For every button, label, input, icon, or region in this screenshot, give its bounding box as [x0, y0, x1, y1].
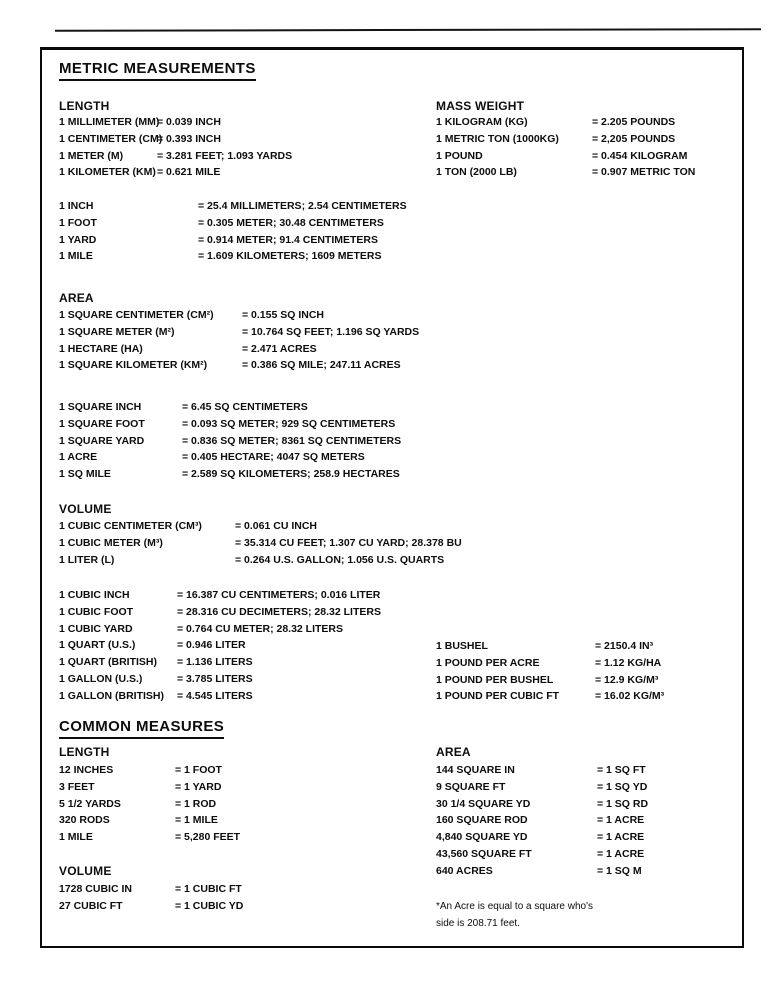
measure-value: = 2.589 SQ KILOMETERS; 258.9 HECTARES — [182, 468, 400, 481]
measure-value: = 0.061 CU INCH — [235, 520, 317, 532]
measure-label: 1 GALLON (U.S.) — [59, 672, 143, 685]
measure-value: = 16.02 KG/M³ — [595, 690, 665, 703]
measure-row — [436, 762, 648, 779]
measure-row — [59, 148, 292, 165]
measure-value: = 28.316 CU DECIMETERS; 28.32 LITERS — [177, 605, 381, 618]
measure-row — [436, 796, 648, 813]
measure-row — [436, 812, 648, 829]
measure-row — [59, 248, 407, 265]
measure-row — [59, 881, 243, 898]
measure-row — [59, 232, 407, 249]
measure-value: = 0.764 CU METER; 28.32 LITERS — [177, 622, 344, 635]
measure-row — [59, 324, 419, 341]
measure-label: 320 RODS — [59, 814, 110, 827]
common-length-table — [59, 762, 240, 846]
mass-weight-section-heading: MASS WEIGHT — [436, 99, 525, 113]
common-volume-table — [59, 881, 243, 915]
measure-label: 3 FEET — [59, 780, 95, 793]
measure-row — [59, 762, 240, 779]
measure-row — [59, 215, 407, 232]
measure-label: 1 CUBIC CENTIMETER (CM³) — [59, 520, 202, 532]
common-area-heading: AREA — [436, 745, 471, 759]
measure-value: = 10.764 SQ FEET; 1.196 SQ YARDS — [242, 325, 420, 338]
measure-row — [436, 779, 648, 796]
measure-row — [436, 829, 648, 846]
length-imperial-table — [59, 198, 407, 265]
measure-value: = 0.093 SQ METER; 929 SQ CENTIMETERS — [182, 417, 396, 430]
measure-label: 12 INCHES — [59, 764, 114, 776]
measure-row — [59, 621, 381, 638]
measure-label: 1 KILOMETER (KM) — [59, 166, 156, 179]
measure-row — [59, 198, 407, 215]
measure-value: = 0.393 INCH — [157, 132, 221, 145]
measure-label: 1 CUBIC YARD — [59, 622, 133, 635]
measure-value: = 1 SQ RD — [597, 797, 649, 810]
measure-row — [59, 812, 240, 829]
measure-label: 27 CUBIC FT — [59, 899, 123, 912]
measure-label: 1 TON (2000 LB) — [436, 166, 517, 179]
mass-weight-table — [436, 114, 695, 181]
length-metric-table — [59, 114, 292, 181]
measure-row — [436, 655, 664, 672]
measure-label: 1 METER (M) — [59, 149, 124, 162]
measure-row — [59, 416, 401, 433]
measure-value: = 0.039 INCH — [157, 116, 221, 128]
measure-value: = 1 ROD — [175, 797, 217, 810]
measure-label: 160 SQUARE ROD — [436, 814, 528, 827]
measure-row — [59, 637, 381, 654]
measure-value: = 2.471 ACRES — [242, 342, 317, 355]
measure-label: 1 CUBIC INCH — [59, 589, 130, 601]
measure-label: 1 SQUARE FOOT — [59, 417, 145, 430]
measure-value: = 6.45 SQ CENTIMETERS — [182, 401, 308, 413]
measure-value: = 0.914 METER; 91.4 CENTIMETERS — [198, 233, 379, 246]
acre-footnote-line2: side is 208.71 feet. — [436, 918, 520, 929]
measure-label: 1 MILLIMETER (MM) — [59, 116, 160, 128]
measure-label: 1 LITER (L) — [59, 553, 115, 566]
measure-value: = 0.155 SQ INCH — [242, 309, 324, 321]
measure-label: 30 1/4 SQUARE YD — [436, 797, 531, 810]
measure-label: 1 MILE — [59, 831, 93, 844]
measure-value: = 12.9 KG/M³ — [595, 673, 659, 686]
measure-label: 1 SQ MILE — [59, 468, 111, 481]
measure-row — [436, 131, 695, 148]
measure-label: 1 FOOT — [59, 216, 97, 229]
area-section-heading: AREA — [59, 291, 94, 305]
measure-value: = 0.264 U.S. GALLON; 1.056 U.S. QUARTS — [235, 553, 445, 566]
measure-label: 1 QUART (BRITISH) — [59, 656, 157, 669]
document-border-box — [40, 47, 744, 948]
measure-value: = 1 SQ FT — [597, 764, 646, 776]
measure-row — [59, 131, 292, 148]
measure-row — [59, 535, 462, 552]
measure-label: 1 BUSHEL — [436, 640, 488, 652]
density-table — [436, 638, 664, 705]
measure-value: = 1.609 KILOMETERS; 1609 METERS — [198, 250, 382, 263]
measure-value: = 25.4 MILLIMETERS; 2.54 CENTIMETERS — [198, 200, 407, 212]
page-title: METRIC MEASUREMENTS — [59, 60, 256, 81]
measure-value: = 1.12 KG/HA — [595, 656, 662, 669]
area-imperial-table — [59, 399, 401, 483]
measure-value: = 1 SQ M — [597, 864, 642, 877]
measure-label: 1 POUND — [436, 149, 483, 162]
measure-label: 1 POUND PER ACRE — [436, 656, 540, 669]
measure-row — [59, 779, 240, 796]
measure-label: 1 MILE — [59, 250, 93, 263]
measure-row — [59, 688, 381, 705]
measure-row — [59, 552, 462, 569]
measure-label: 1 CUBIC FOOT — [59, 605, 134, 618]
measure-label: 1 KILOGRAM (KG) — [436, 116, 528, 128]
common-measures-title: COMMON MEASURES — [59, 718, 224, 739]
volume-metric-table — [59, 518, 462, 568]
measure-value: = 1 SQ YD — [597, 780, 648, 793]
measure-row — [59, 898, 243, 915]
measure-row — [436, 114, 695, 131]
measure-label: 1 QUART (U.S.) — [59, 639, 136, 652]
measure-label: 1 SQUARE KILOMETER (KM²) — [59, 359, 208, 372]
measure-row — [59, 307, 419, 324]
volume-imperial-table — [59, 587, 381, 705]
measure-label: 1 ACRE — [59, 451, 98, 464]
measure-value: = 16.387 CU CENTIMETERS; 0.016 LITER — [177, 589, 381, 601]
measure-value: = 0.405 HECTARE; 4047 SQ METERS — [182, 451, 365, 464]
measure-label: 1 SQUARE METER (M²) — [59, 325, 175, 338]
measure-row — [59, 357, 419, 374]
measure-row — [59, 466, 401, 483]
measure-row — [436, 863, 648, 880]
length-section-heading: LENGTH — [59, 99, 110, 113]
measure-row — [59, 433, 401, 450]
volume-section-heading: VOLUME — [59, 502, 112, 516]
measure-row — [59, 518, 462, 535]
measure-value: = 0.946 LITER — [177, 639, 246, 652]
acre-footnote-line1: *An Acre is equal to a square who's — [436, 901, 594, 912]
measure-row — [436, 846, 648, 863]
measure-value: = 2150.4 IN³ — [595, 640, 654, 652]
measure-value: = 1 ACRE — [597, 814, 645, 827]
measure-value: = 1.136 LITERS — [177, 656, 253, 669]
measure-label: 5 1/2 YARDS — [59, 797, 121, 810]
measure-row — [59, 671, 381, 688]
measure-label: 144 SQUARE IN — [436, 764, 515, 776]
measure-value: = 1 FOOT — [175, 764, 222, 776]
measure-row — [59, 654, 381, 671]
measure-value: = 3.785 LITERS — [177, 672, 253, 685]
measure-row — [59, 449, 401, 466]
measure-label: 1 CENTIMETER (CM) — [59, 132, 163, 145]
measure-row — [59, 604, 381, 621]
measure-row — [59, 829, 240, 846]
measure-value: = 1 YARD — [175, 780, 222, 793]
measure-value: = 1 CUBIC FT — [175, 883, 242, 895]
measure-row — [59, 341, 419, 358]
measure-value: = 0.386 SQ MILE; 247.11 ACRES — [242, 359, 401, 372]
measure-row — [436, 164, 695, 181]
measure-label: 43,560 SQUARE FT — [436, 847, 532, 860]
measure-label: 1 SQUARE INCH — [59, 401, 142, 413]
common-area-table — [436, 762, 648, 880]
measure-label: 1 METRIC TON (1000KG) — [436, 132, 559, 145]
area-metric-table — [59, 307, 419, 374]
measure-row — [436, 688, 664, 705]
measure-row — [59, 399, 401, 416]
measure-value: = 1 ACRE — [597, 847, 645, 860]
measure-label: 1 CUBIC METER (M³) — [59, 536, 163, 549]
measure-row — [59, 164, 292, 181]
measure-label: 1728 CUBIC IN — [59, 883, 132, 895]
measure-value: = 0.454 KILOGRAM — [592, 149, 688, 162]
measure-row — [436, 148, 695, 165]
measure-value: = 4.545 LITERS — [177, 689, 253, 702]
common-length-heading: LENGTH — [59, 745, 110, 759]
measure-label: 1 HECTARE (HA) — [59, 342, 143, 355]
measure-label: 640 ACRES — [436, 864, 493, 877]
measure-label: 4,840 SQUARE YD — [436, 831, 528, 844]
measure-value: = 0.836 SQ METER; 8361 SQ CENTIMETERS — [182, 434, 402, 447]
measure-row — [59, 796, 240, 813]
measure-value: = 0.621 MILE — [157, 166, 221, 179]
measure-label: 1 YARD — [59, 233, 97, 246]
measure-label: 1 INCH — [59, 200, 94, 212]
scan-artifact-line — [55, 28, 761, 31]
measure-value: = 1 ACRE — [597, 831, 645, 844]
measure-label: 1 POUND PER BUSHEL — [436, 673, 554, 686]
acre-footnote — [436, 898, 593, 932]
measure-label: 1 SQUARE CENTIMETER (CM²) — [59, 309, 214, 321]
measure-label: 1 POUND PER CUBIC FT — [436, 690, 560, 703]
measure-value: = 1 CUBIC YD — [175, 899, 244, 912]
measure-row — [59, 114, 292, 131]
measure-row — [436, 638, 664, 655]
measure-value: = 5,280 FEET — [175, 831, 241, 844]
measure-label: 1 GALLON (BRITISH) — [59, 689, 164, 702]
measure-label: 1 SQUARE YARD — [59, 434, 145, 447]
measure-label: 9 SQUARE FT — [436, 780, 506, 793]
measure-value: = 1 MILE — [175, 814, 218, 827]
measure-value: = 0.305 METER; 30.48 CENTIMETERS — [198, 216, 384, 229]
measure-row — [436, 672, 664, 689]
measure-value: = 0.907 METRIC TON — [592, 166, 696, 179]
measure-row — [59, 587, 381, 604]
measure-value: = 2.205 POUNDS — [592, 116, 676, 128]
measure-value: = 3.281 FEET; 1.093 YARDS — [157, 149, 293, 162]
measure-value: = 35.314 CU FEET; 1.307 CU YARD; 28.378 BU — [235, 536, 462, 549]
common-volume-heading: VOLUME — [59, 864, 112, 878]
measure-value: = 2,205 POUNDS — [592, 132, 676, 145]
